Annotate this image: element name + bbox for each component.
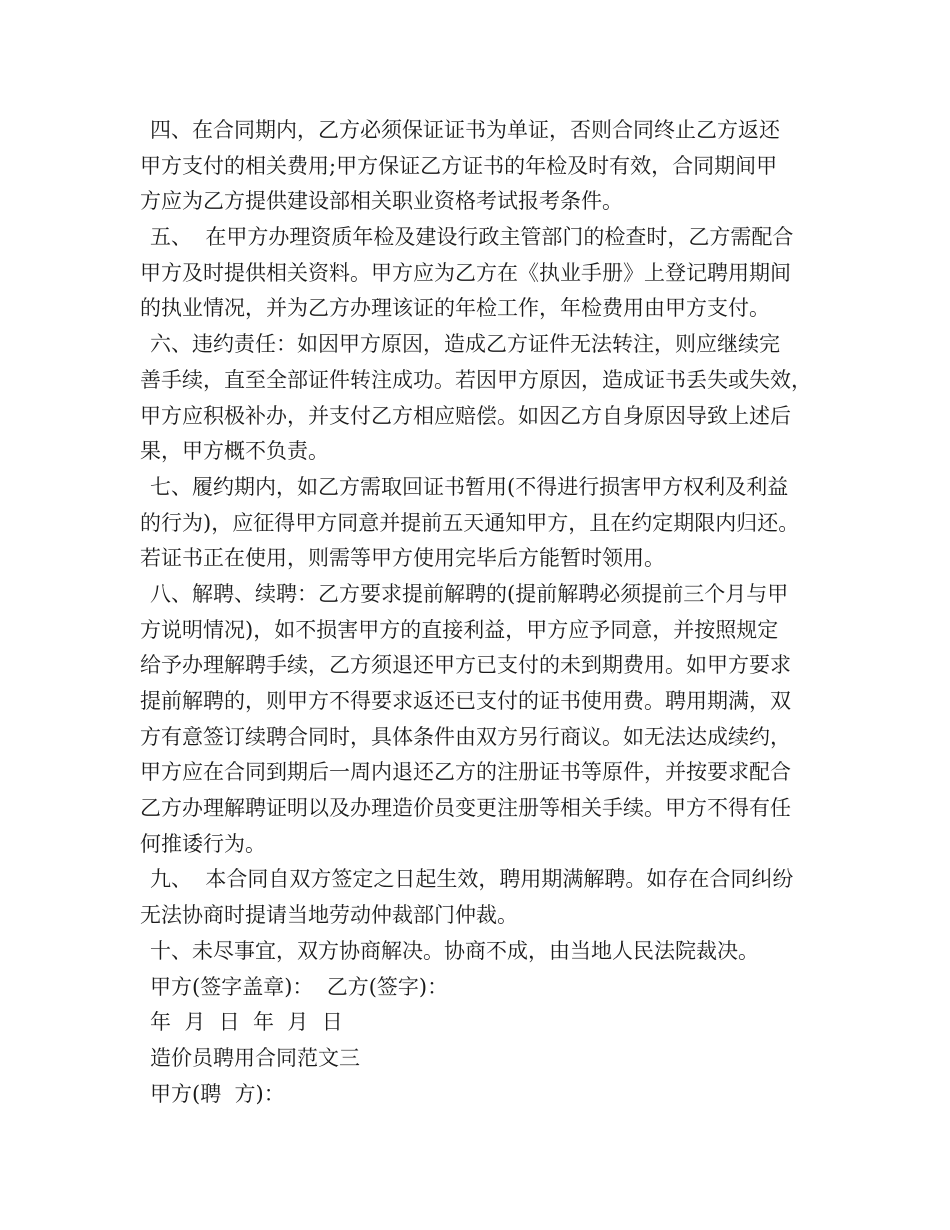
text-line: 十、未尽事宜，双方协商解决。协商不成，由当地人民法院裁决。 bbox=[150, 938, 759, 963]
text-line: 无法协商时提请当地劳动仲裁部门仲裁。 bbox=[140, 903, 518, 928]
text-line: 善手续，直至全部证件转注成功。若因甲方原因，造成证书丢失或失效， bbox=[140, 367, 812, 392]
text-line: 何推诿行为。 bbox=[140, 831, 266, 856]
text-line: 四、在合同期内，乙方必须保证证书为单证，否则合同终止乙方返还 bbox=[150, 118, 780, 142]
text-line: 八、解聘、续聘：乙方要求提前解聘的(提前解聘必须提前三个月与甲 bbox=[150, 581, 789, 606]
signature-line: 甲方(签字盖章)： 乙方(签字)： bbox=[150, 974, 449, 999]
text-line: 七、履约期内，如乙方需取回证书暂用(不得进行损害甲方权利及利益 bbox=[150, 474, 789, 499]
text-line: 方有意签订续聘合同时，具体条件由双方另行商议。如无法达成续约， bbox=[140, 724, 791, 749]
text-line: 提前解聘的，则甲方不得要求返还已支付的证书使用费。聘用期满，双 bbox=[140, 689, 791, 713]
text-line: 甲方支付的相关费用;甲方保证乙方证书的年检及时有效，合同期间甲 bbox=[140, 153, 778, 178]
text-line: 若证书正在使用，则需等甲方使用完毕后方能暂时领用。 bbox=[140, 546, 665, 571]
text-line: 甲方应在合同到期后一周内退还乙方的注册证书等原件，并按要求配合 bbox=[140, 760, 791, 785]
text-line: 给予办理解聘手续，乙方须退还甲方已支付的未到期费用。如甲方要求 bbox=[140, 653, 791, 678]
contract-text-body bbox=[140, 113, 840, 1112]
text-line: 乙方办理解聘证明以及办理造价员变更注册等相关手续。甲方不得有任 bbox=[140, 796, 791, 821]
text-line: 甲方应积极补办，并支付乙方相应赔偿。如因乙方自身原因导致上述后 bbox=[140, 403, 791, 428]
text-line: 方应为乙方提供建设部相关职业资格考试报考条件。 bbox=[140, 189, 623, 214]
party-a-line: 甲方(聘 方)： bbox=[150, 1081, 285, 1106]
section-title: 造价员聘用合同范文三 bbox=[150, 1045, 360, 1070]
text-line: 的行为)，应征得甲方同意并提前五天通知甲方，且在约定期限内归还。 bbox=[140, 510, 800, 535]
text-line: 甲方及时提供相关资料。甲方应为乙方在《执业手册》上登记聘用期间 bbox=[140, 260, 791, 285]
text-line: 果，甲方概不负责。 bbox=[140, 439, 329, 464]
text-line: 五、 在甲方办理资质年检及建设行政主管部门的检查时，乙方需配合 bbox=[150, 225, 794, 250]
text-line: 的执业情况，并为乙方办理该证的年检工作，年检费用由甲方支付。 bbox=[140, 296, 770, 321]
date-line: 年 月 日 年 月 日 bbox=[150, 1010, 343, 1035]
text-line: 九、 本合同自双方签定之日起生效，聘用期满解聘。如存在合同纠纷 bbox=[150, 867, 794, 892]
text-line: 方说明情况)，如不损害甲方的直接利益，甲方应予同意，并按照规定 bbox=[140, 617, 779, 642]
text-line: 六、违约责任：如因甲方原因，造成乙方证件无法转注，则应继续完 bbox=[150, 332, 780, 357]
